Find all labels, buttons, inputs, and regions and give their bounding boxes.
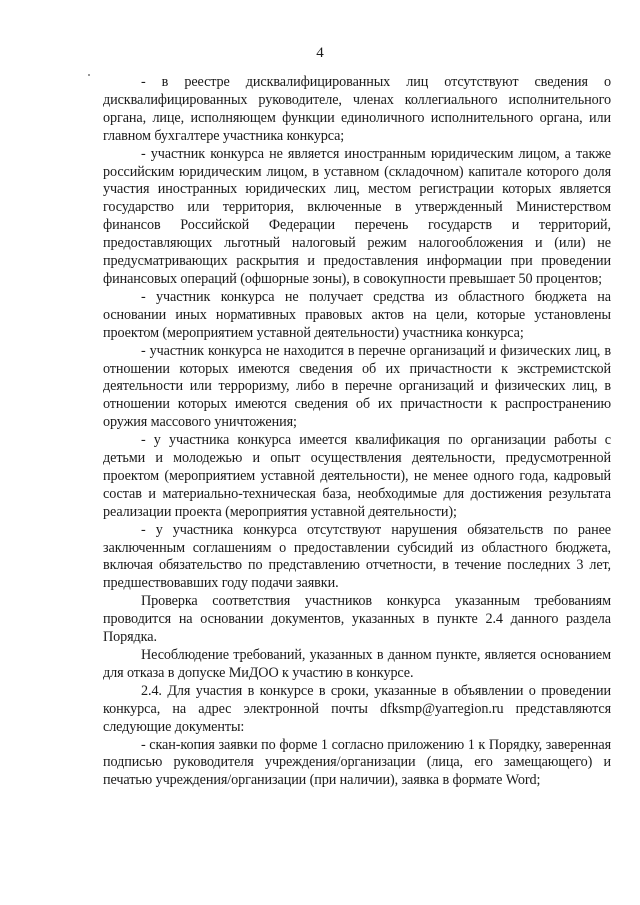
paragraph-verification: Проверка соответствия участников конкурса указанным требованиям проводится на основании документов, указанных в пункте 2.4 данного раздела Порядка. xyxy=(103,593,611,646)
paragraph-regional-budget-funds: - участник конкурса не получает средства из областного бюджета на основании иных нормативных правовых актов на цели, которые установлены проектом (мероприятием уставной деятельности) участника конкурса; xyxy=(103,288,611,341)
paragraph-disqualified-persons: - в реестре дисквалифицированных лиц отсутствуют сведения о дисквалифицированных руководителе, членах коллегиального исполнительного органа, лице, исполняющем функции единоличного исполнительного органа, или главном бухгалтере участника конкурса; xyxy=(103,74,611,144)
document-body xyxy=(103,74,611,790)
page-number: 4 xyxy=(316,45,324,61)
paragraph-foreign-entity: - участник конкурса не является иностранным юридическим лицом, а также российским юридическим лицом, в уставном (складочном) капитале которого доля участия иностранных юридических лиц, местом регистрации которых является государство или территория, включенные в утвержденный Министерством финансов Российской Федерации перечень государств и территорий, предоставляющих льготный налоговый режим налогообложения и (или) не предусматривающих раскрытия и предоставления информации при проведении финансовых операций (офшорные зоны), в совокупности превышает 50 процентов; xyxy=(103,145,611,287)
paragraph-application-scan: - скан-копия заявки по форме 1 согласно приложению 1 к Порядку, заверенная подписью руководителя учреждения/организации (лица, его замещающего) и печатью учреждения/организации (при наличии), заявка в формате Word; xyxy=(103,736,611,789)
paragraph-no-violations: - у участника конкурса отсутствуют нарушения обязательств по ранее заключенным соглашениям о предоставлении субсидий из областного бюджета, включая обязательство по представлению отчетности, в течение последних 3 лет, предшествовавших году подачи заявки. xyxy=(103,521,611,592)
scan-speck xyxy=(88,74,90,76)
paragraph-qualification: - у участника конкурса имеется квалификация по организации работы с детьми и молодежью и опыт осуществления деятельности, предусмотренной проектом (мероприятием уставной деятельности), не менее одного года, кадровый состав и материально-техническая база, необходимые для достижения результата реализации проекта (мероприятия уставной деятельности); xyxy=(103,432,611,520)
paragraph-extremism-list: - участник конкурса не находится в перечне организаций и физических лиц, в отношении которых имеются сведения об их причастности к экстремистской деятельности или терроризму, либо в перечне организаций и физических лиц, в отношении которых имеются сведения об их причастности к распространению оружия массового уничтожения; xyxy=(103,342,611,431)
paragraph-non-compliance: Несоблюдение требований, указанных в данном пункте, является основанием для отказа в допуске МиДОО к участию в конкурсе. xyxy=(103,647,611,681)
paragraph-section-2-4: 2.4. Для участия в конкурсе в сроки, указанные в объявлении о проведении конкурса, на адрес электронной почты dfksmp@yarregion.ru представляются следующие документы: xyxy=(103,682,611,735)
